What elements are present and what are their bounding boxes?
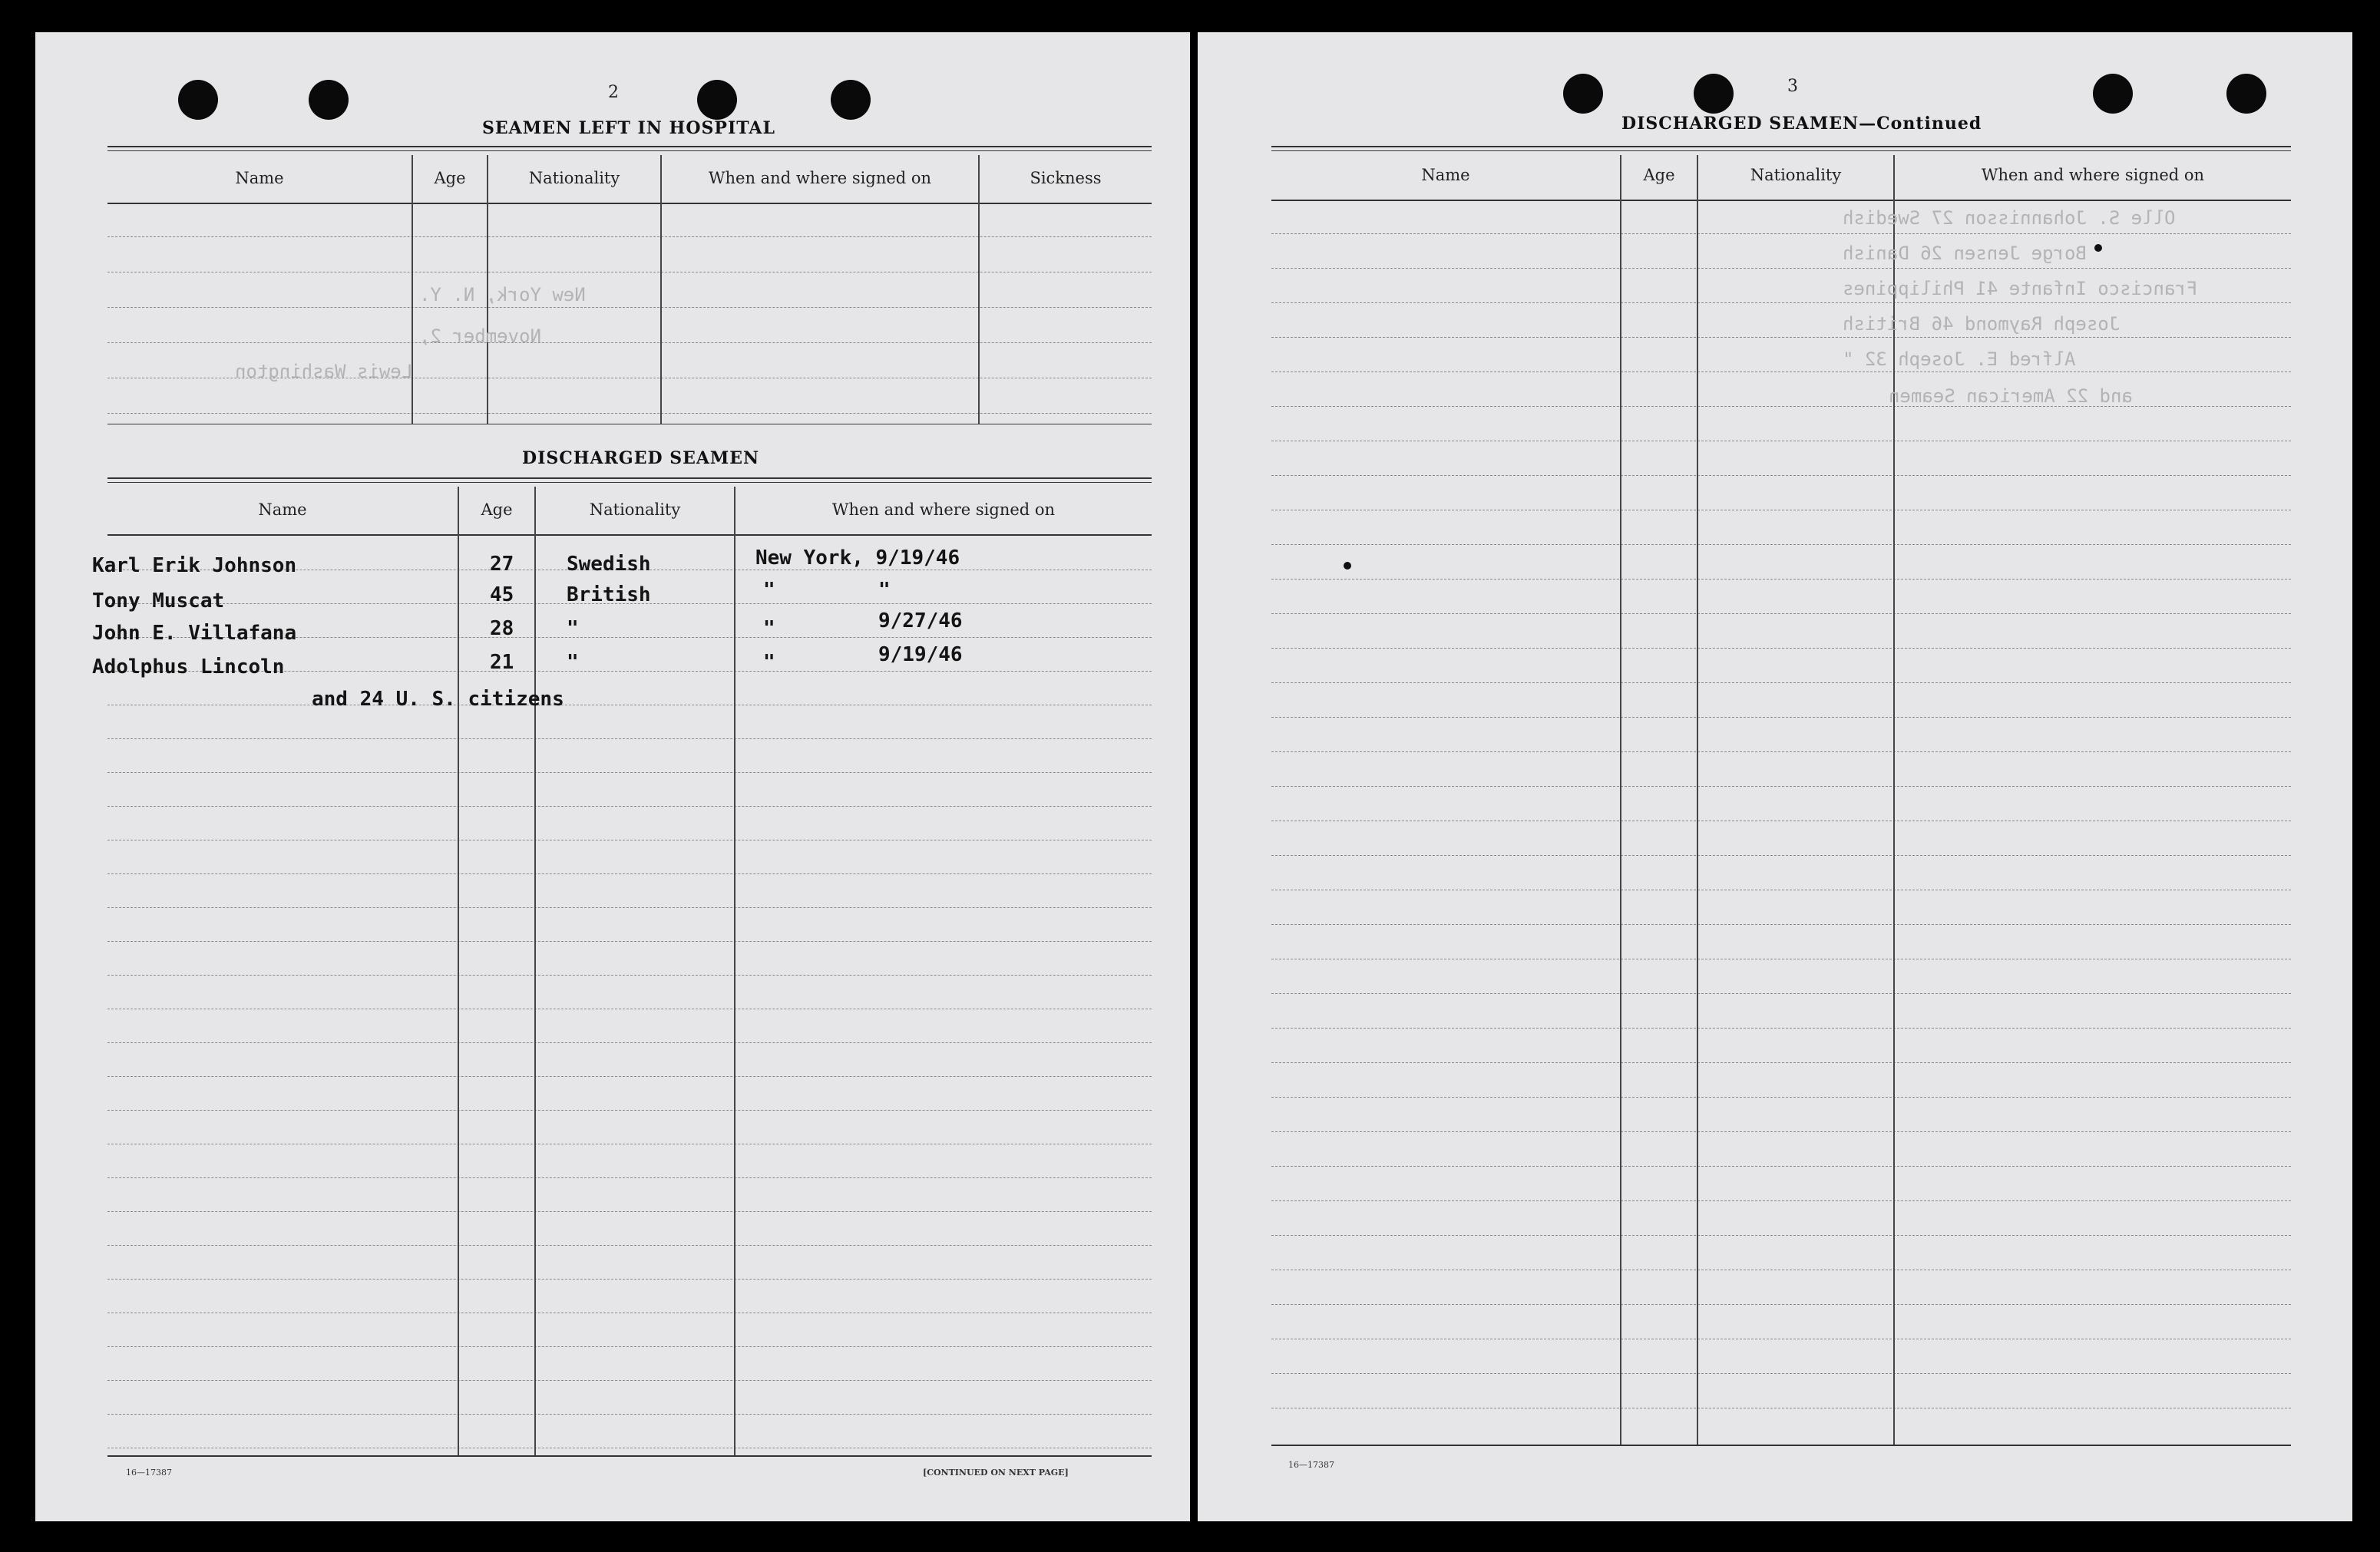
punch-hole [309, 80, 349, 120]
row-line [107, 1076, 1152, 1077]
ink-dot [1344, 562, 1351, 570]
seaman-signed-on-place: " [763, 617, 775, 640]
row-line [107, 873, 1152, 874]
row-line [1271, 993, 2291, 994]
row-line [1271, 579, 2291, 580]
column-divider [458, 487, 459, 1455]
punch-hole [831, 80, 871, 120]
row-line [107, 1177, 1152, 1178]
page-number: 2 [608, 83, 619, 102]
row-line [107, 907, 1152, 908]
row-line [107, 806, 1152, 807]
seaman-age: 27 [490, 553, 514, 576]
punch-hole [1563, 74, 1603, 114]
table-rule [1271, 150, 2291, 151]
punch-hole [178, 80, 218, 120]
row-line [1271, 1166, 2291, 1167]
row-line [107, 738, 1152, 739]
continued-note: [CONTINUED ON NEXT PAGE] [923, 1468, 1069, 1478]
column-header-age: Age [434, 169, 466, 187]
column-header-name: Name [235, 169, 284, 187]
bleed-through-text: New York, N. Y. [419, 284, 586, 305]
column-header-sickness: Sickness [1030, 169, 1102, 187]
header-rule [107, 534, 1152, 536]
punch-hole [697, 80, 737, 120]
row-line [1271, 1200, 2291, 1201]
seaman-name: Karl Erik Johnson [92, 554, 297, 577]
form-number: 16—17387 [126, 1468, 172, 1478]
row-line [107, 975, 1152, 976]
row-line [107, 1110, 1152, 1111]
column-divider [978, 155, 980, 424]
right-page [1198, 32, 2352, 1521]
row-line [1271, 544, 2291, 545]
column-header-signed-on: When and where signed on [708, 169, 932, 187]
column-header-name: Name [258, 500, 307, 519]
row-line [1271, 1062, 2291, 1063]
row-line [1271, 613, 2291, 614]
table-bottom-rule [107, 1455, 1152, 1457]
row-line [1271, 302, 2291, 303]
row-line [107, 1380, 1152, 1381]
row-line [107, 1279, 1152, 1280]
citizens-note: and 24 U. S. citizens [312, 688, 564, 711]
row-line [1271, 475, 2291, 476]
column-header-age: Age [481, 500, 513, 519]
ink-dot [2094, 244, 2102, 252]
row-line [1271, 233, 2291, 234]
column-divider [534, 487, 536, 1455]
column-header-name: Name [1421, 166, 1470, 184]
row-line [107, 236, 1152, 237]
seaman-age: 28 [490, 617, 514, 640]
column-header-signed-on: When and where signed on [1981, 166, 2205, 184]
row-line [1271, 682, 2291, 683]
seaman-nationality: " [567, 617, 579, 640]
punch-hole [2226, 74, 2266, 114]
column-divider [734, 487, 735, 1455]
row-line [1271, 406, 2291, 407]
header-rule [1271, 200, 2291, 201]
row-line [1271, 1028, 2291, 1029]
bleed-through-text: Borge Jensen 26 Danish [1843, 243, 2087, 264]
seaman-age: 45 [490, 583, 514, 606]
bleed-through-text: and 22 American Seamen [1889, 385, 2133, 407]
seaman-age: 21 [490, 651, 514, 674]
row-line [107, 307, 1152, 308]
seaman-nationality: Swedish [567, 553, 651, 576]
table-bottom-rule [1271, 1445, 2291, 1446]
seaman-name: Tony Muscat [92, 589, 225, 613]
header-rule [107, 203, 1152, 204]
row-line [107, 413, 1152, 414]
row-line [1271, 1131, 2291, 1132]
seaman-name: John E. Villafana [92, 622, 297, 645]
row-line [1271, 1373, 2291, 1374]
row-line [1271, 648, 2291, 649]
row-line [1271, 751, 2291, 752]
row-line [107, 1414, 1152, 1415]
bleed-through-text: November 2, [419, 325, 541, 347]
discharged-section-title: DISCHARGED SEAMEN [522, 448, 760, 468]
seaman-signed-on: New York, 9/19/46 [755, 547, 960, 570]
punch-hole [1694, 74, 1734, 114]
seaman-signed-on-place: " [763, 579, 775, 602]
row-line [1271, 786, 2291, 787]
row-line [1271, 371, 2291, 372]
seaman-signed-on-place: " [763, 651, 775, 674]
column-header-nationality: Nationality [528, 169, 620, 187]
hospital-section-title: SEAMEN LEFT IN HOSPITAL [482, 118, 775, 138]
page-number: 3 [1787, 77, 1798, 96]
seaman-nationality: " [567, 651, 579, 674]
row-line [1271, 268, 2291, 269]
row-line [1271, 1304, 2291, 1305]
table-rule [107, 146, 1152, 147]
column-divider [412, 155, 413, 424]
row-line [1271, 337, 2291, 338]
seaman-name: Adolphus Lincoln [92, 655, 285, 679]
table-rule [107, 482, 1152, 483]
discharged-continued-title: DISCHARGED SEAMEN—Continued [1621, 114, 1982, 134]
seaman-signed-on-date: 9/27/46 [878, 609, 963, 632]
row-line [107, 772, 1152, 773]
row-line [107, 1211, 1152, 1212]
table-rule [107, 150, 1152, 151]
form-number: 16—17387 [1288, 1460, 1334, 1470]
bleed-through-text: Francisco Infante 41 Philippines [1843, 278, 2198, 299]
seaman-nationality: British [567, 583, 651, 606]
column-divider [1620, 155, 1621, 1445]
row-line [107, 1245, 1152, 1246]
column-header-nationality: Nationality [1750, 166, 1842, 184]
bleed-through-text: Alfred E. Joseph 32 " [1843, 348, 2076, 370]
left-page [35, 32, 1190, 1521]
row-line [1271, 924, 2291, 925]
table-rule [107, 477, 1152, 479]
column-header-nationality: Nationality [589, 500, 681, 519]
row-line [107, 1042, 1152, 1043]
seaman-signed-on-date: 9/19/46 [878, 643, 963, 666]
bleed-through-text: Lewis Washington [235, 361, 413, 382]
row-line [107, 342, 1152, 343]
row-line [107, 1346, 1152, 1347]
column-header-age: Age [1643, 166, 1675, 184]
bleed-through-text: Olle S. Johannisson 27 Swedish [1843, 207, 2176, 229]
table-rule [1271, 146, 2291, 147]
column-divider [1697, 155, 1698, 1445]
bleed-through-text: Joseph Raymond 46 British [1843, 313, 2121, 335]
row-line [1271, 855, 2291, 856]
row-line [1271, 1235, 2291, 1236]
column-header-signed-on: When and where signed on [831, 500, 1056, 519]
column-divider [660, 155, 662, 424]
row-line [1271, 1097, 2291, 1098]
punch-hole [2093, 74, 2133, 114]
row-line [107, 941, 1152, 942]
row-line [1271, 717, 2291, 718]
seaman-signed-on-date: " [878, 579, 891, 602]
